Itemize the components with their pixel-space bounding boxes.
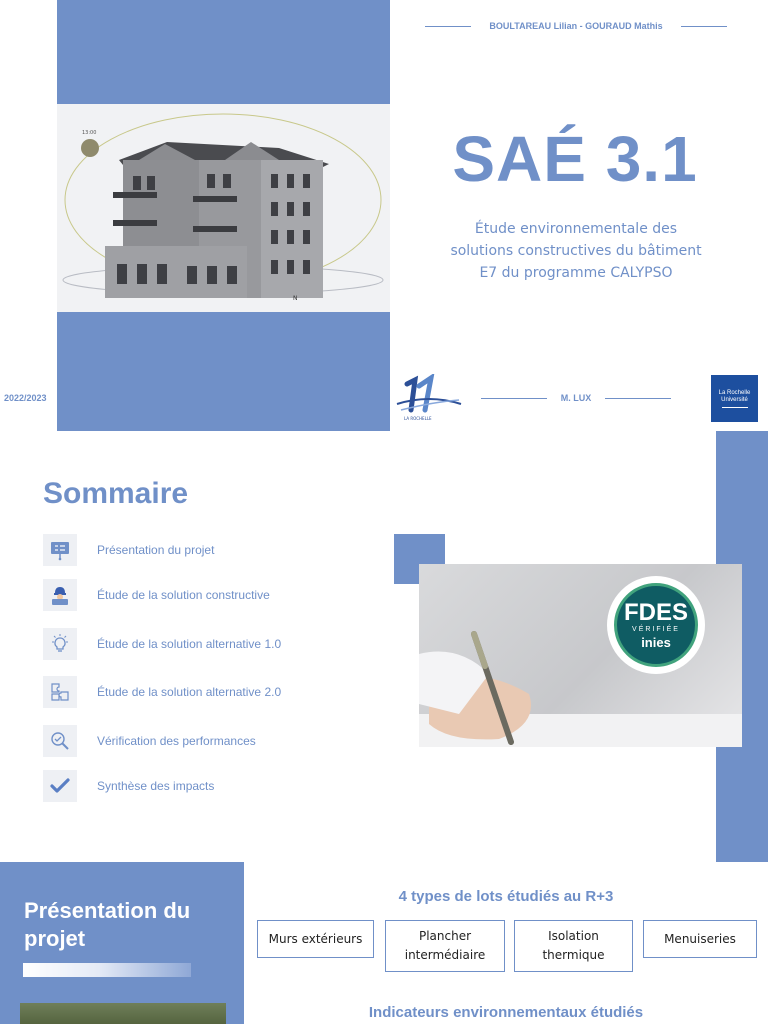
summary-item-alternative-1[interactable]: [43, 628, 281, 660]
worker-icon: [43, 579, 77, 611]
authors-names: BOULTAREAU Lilian - GOURAUD Mathis: [489, 21, 663, 31]
authors-rule-left: [425, 26, 471, 27]
lightbulb-icon: [43, 628, 77, 660]
signing-document-photo: [419, 564, 742, 747]
tutor-line: [478, 391, 674, 405]
fdes-inies-badge: [607, 576, 705, 674]
top-accent-band: [57, 0, 390, 104]
lot-label: Menuiseries: [664, 931, 736, 946]
summary-item-label: Synthèse des impacts: [97, 779, 215, 793]
tutor-rule-left: [481, 398, 547, 399]
building-3d-render: [57, 104, 390, 312]
checkmark-icon: [43, 770, 77, 802]
lots-heading: 4 types de lots étudiés au R+3: [398, 888, 614, 905]
iut-caption: LA ROCHELLE: [404, 416, 432, 421]
subtitle-line-1: Étude environnementale des: [474, 221, 678, 237]
summary-item-impacts-synthesis[interactable]: [43, 770, 214, 802]
lot-box-intermediate-floor: [385, 920, 505, 972]
summary-item-label: Étude de la solution alternative 1.0: [97, 637, 282, 651]
lot-box-thermal-insulation: [514, 920, 633, 972]
summary-slide: [0, 431, 768, 862]
summary-item-alternative-2[interactable]: [43, 676, 281, 708]
fdes-badge-inies: inies: [641, 634, 671, 650]
lot-label: Murs extérieurs: [268, 931, 363, 946]
aerial-photo-thumbnail: [20, 1003, 226, 1024]
presentation-board-icon: [43, 534, 77, 566]
summary-item-label: Étude de la solution alternative 2.0: [97, 685, 282, 699]
summary-item-performance-check[interactable]: [43, 725, 256, 757]
summary-item-label: Étude de la solution constructive: [97, 588, 270, 602]
iut-logo-mark-icon: [393, 374, 465, 426]
project-presentation-title: Présentation du projet: [24, 898, 191, 951]
fdes-badge-inner: [614, 583, 698, 667]
summary-item-label: Vérification des performances: [97, 734, 256, 748]
subtitle-line-2: solutions constructives du bâtiment: [450, 243, 702, 259]
fdes-badge-verified: VÉRIFIÉE: [632, 625, 680, 633]
tutor-name: M. LUX: [560, 393, 592, 403]
university-name-line-1: La Rochelle: [718, 389, 751, 396]
la-rochelle-universite-logo: [711, 375, 758, 422]
summary-item-constructive-solution[interactable]: [43, 579, 270, 611]
lot-label: Plancher intermédiaire: [404, 929, 486, 962]
iut-logo: [393, 374, 465, 426]
sun-time-label: 13:00: [82, 130, 97, 136]
lot-box-exterior-walls: [257, 920, 374, 958]
indicators-heading: Indicateurs environnementaux étudiés: [368, 1004, 644, 1021]
fdes-badge-title: FDES: [623, 598, 688, 626]
sae-title: SAÉ 3.1: [452, 123, 698, 195]
project-presentation-slide: [0, 862, 768, 1024]
university-name-line-2: Université: [721, 396, 748, 403]
puzzle-icon: [43, 676, 77, 708]
summary-title: Sommaire: [43, 477, 189, 510]
sae-subtitle: [420, 218, 732, 284]
academic-year: 2022/2023: [4, 393, 47, 403]
title-slide: [0, 0, 768, 431]
summary-item-presentation[interactable]: [43, 534, 214, 566]
lot-label: Isolation thermique: [542, 929, 605, 962]
authors-line: [420, 19, 732, 33]
lot-box-joinery: [643, 920, 757, 958]
summary-item-label: Présentation du projet: [97, 543, 215, 557]
authors-rule-right: [681, 26, 727, 27]
gradient-divider: [23, 963, 191, 977]
building-render-drawing: [57, 104, 390, 312]
subtitle-line-3: E7 du programme CALYPSO: [479, 265, 673, 281]
left-accent-panel: [0, 862, 244, 1024]
north-label: N: [293, 295, 298, 302]
university-logo-bar: [722, 407, 748, 408]
bottom-accent-band: [57, 312, 390, 431]
magnifier-check-icon: [43, 725, 77, 757]
tutor-rule-right: [605, 398, 671, 399]
